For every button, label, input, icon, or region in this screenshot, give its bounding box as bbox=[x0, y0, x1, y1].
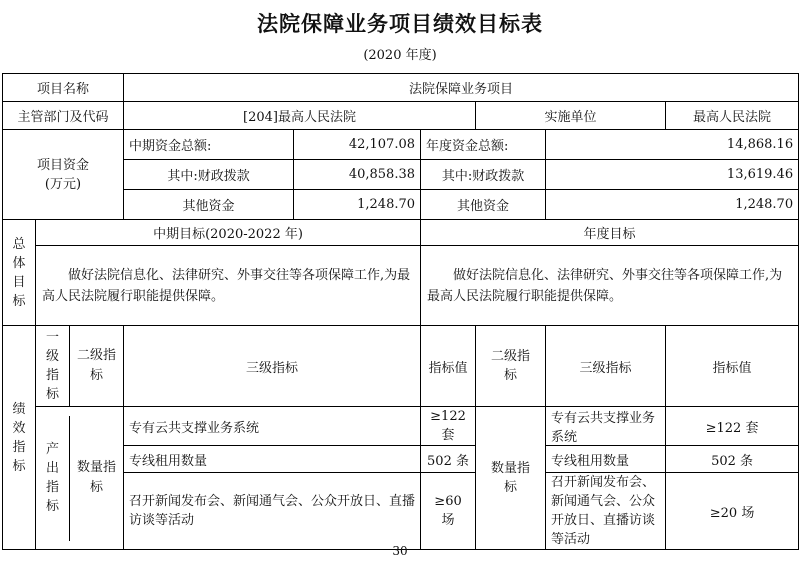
level1-output: 产 出 指 标 bbox=[36, 416, 70, 541]
impl-unit-label: 实施单位 bbox=[476, 102, 666, 130]
annual-other-value: 1,248.70 bbox=[546, 190, 799, 220]
dept-label: 主管部门及代码 bbox=[3, 102, 124, 130]
level3-header-mid: 三级指标 bbox=[124, 326, 421, 407]
level2-header: 二级指 标 bbox=[77, 348, 117, 383]
annual-goal-text: 做好法院信息化、法律研究、外事交往等各项保障工作,为最高人民法院履行职能提供保障。 bbox=[421, 246, 799, 326]
document-title: 法院保障业务项目绩效目标表 bbox=[257, 11, 543, 36]
level3-header-annual: 三级指标 bbox=[546, 326, 666, 407]
mid-indicator-value: ≥60 场 bbox=[421, 473, 476, 550]
value-header-mid: 指标值 bbox=[421, 326, 476, 407]
annual-fiscal-label: 其中:财政拨款 bbox=[421, 160, 546, 190]
annual-indicator-value: ≥20 场 bbox=[666, 473, 799, 550]
mid-indicator-name: 召开新闻发布会、新闻通气会、公众开放日、直播访谈等活动 bbox=[124, 473, 421, 550]
annual-indicator-name: 召开新闻发布会、新闻通气会、公众开放日、直播访谈等活动 bbox=[546, 473, 666, 550]
level2-header-annual: 二级指 标 bbox=[476, 326, 546, 407]
level2-quantity-annual: 数量指 标 bbox=[476, 407, 546, 550]
impl-unit-value: 最高人民法院 bbox=[666, 102, 799, 130]
page-number: 30 bbox=[392, 544, 408, 558]
midterm-goal-header: 中期目标(2020-2022 年) bbox=[36, 220, 421, 246]
annual-indicator-name: 专线租用数量 bbox=[546, 446, 666, 473]
midterm-fiscal-value: 40,858.38 bbox=[294, 160, 421, 190]
performance-goals-table bbox=[2, 73, 799, 550]
midterm-other-label: 其他资金 bbox=[124, 190, 294, 220]
overall-goals-label: 总 体 目 标 bbox=[3, 220, 36, 326]
funds-label: 项目资金 (万元) bbox=[3, 130, 124, 220]
dept-value: [204]最高人民法院 bbox=[124, 102, 476, 130]
mid-indicator-value: 502 条 bbox=[421, 446, 476, 473]
performance-indicators-label: 绩 效 指 标 bbox=[3, 326, 36, 550]
midterm-total-value: 42,107.08 bbox=[294, 130, 421, 160]
annual-total-value: 14,868.16 bbox=[546, 130, 799, 160]
midterm-other-value: 1,248.70 bbox=[294, 190, 421, 220]
midterm-goal-text: 做好法院信息化、法律研究、外事交往等各项保障工作,为最高人民法院履行职能提供保障。 bbox=[36, 246, 421, 326]
indicator-level-headers bbox=[36, 326, 124, 407]
level1-header: 一 级 指 标 bbox=[36, 326, 70, 406]
year-label: (2020 年度) bbox=[363, 48, 437, 63]
project-name-value: 法院保障业务项目 bbox=[124, 74, 799, 102]
annual-indicator-value: ≥122 套 bbox=[666, 407, 799, 446]
mid-indicator-name: 专有云共支撑业务系统 bbox=[124, 407, 421, 446]
project-name-label: 项目名称 bbox=[3, 74, 124, 102]
midterm-fiscal-label: 其中:财政拨款 bbox=[124, 160, 294, 190]
annual-goal-header: 年度目标 bbox=[421, 220, 799, 246]
annual-indicator-value: 502 条 bbox=[666, 446, 799, 473]
mid-indicator-value: ≥122 套 bbox=[421, 407, 476, 446]
annual-other-label: 其他资金 bbox=[421, 190, 546, 220]
annual-total-label: 年度资金总额: bbox=[421, 130, 546, 160]
midterm-total-label: 中期资金总额: bbox=[124, 130, 294, 160]
mid-indicator-name: 专线租用数量 bbox=[124, 446, 421, 473]
annual-indicator-name: 专有云共支撑业务系统 bbox=[546, 407, 666, 446]
value-header-annual: 指标值 bbox=[666, 326, 799, 407]
indicator-category-cell bbox=[36, 407, 124, 550]
level2-quantity: 数量指 标 bbox=[77, 460, 117, 495]
annual-fiscal-value: 13,619.46 bbox=[546, 160, 799, 190]
